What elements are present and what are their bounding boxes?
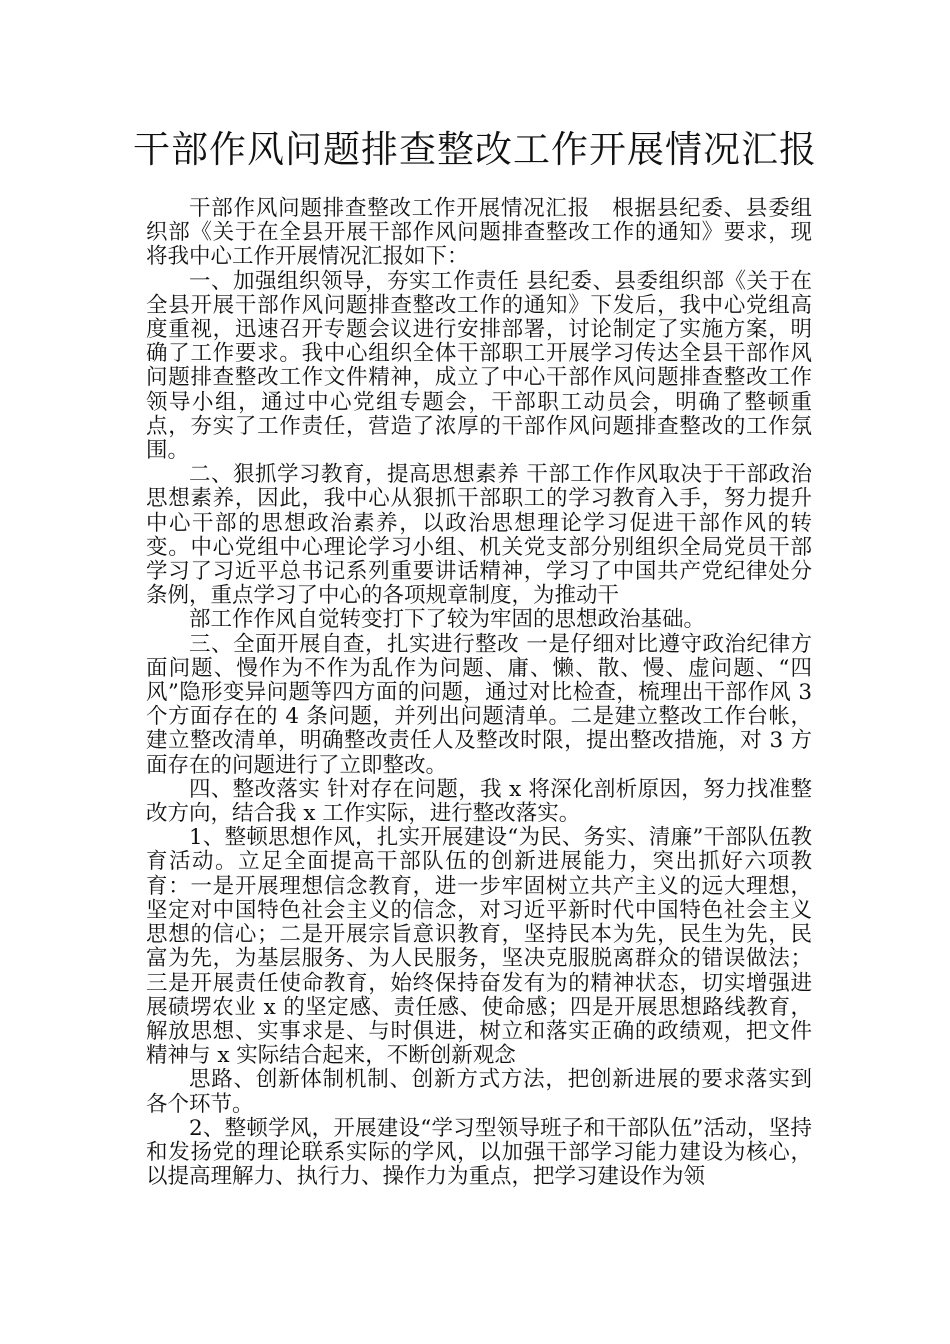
paragraph-item-1: 1、整顿思想作风，扎实开展建设“为民、务实、清廉”干部队伍教育活动。立足全面提高干部队伍的创新进展能力，突出抓好六项教育：一是开展理想信念教育，进一步牢固树立共产主义的远大理想，坚定对中国特色社会主义的信念，对习近平新时代中国特色社会主义思想的信心；二是开展宗旨意识教育，坚持民本为先，民生为先，民富为先，为基层服务、为人民服务，坚决克服脱离群众的错误做法；三是开展责任使命教育，始终保持奋发有为的精神状态，切实增强进展碛塄农业 x 的坚定感、责任感、使命感；四是开展思想路线教育，解放思想、实事求是、与时俱进，树立和落实正确的政绩观，把文件精神与 x 实际结合起来，不断创新观念: [146, 825, 812, 1069]
paragraph-intro: 干部作风问题排查整改工作开展情况汇报 根据县纪委、县委组织部《关于在全县开展干部作风问题排查整改工作的通知》要求，现将我中心工作开展情况汇报如下：: [146, 196, 812, 270]
paragraph-item-2: 2、整顿学风，开展建设“学习型领导班子和干部队伍”活动，坚持和发扬党的理论联系实际的学风，以加强干部学习能力建设为核心，以提高理解力、执行力、操作力为重点，把学习建设作为领: [146, 1115, 812, 1190]
paragraph-section-3: 三、全面开展自查，扎实进行整改 一是仔细对比遵守政治纪律方面问题、慢作为不作为乱作为问题、庸、懒、散、慢、虚问题、“四风”隐形变异问题等四方面的问题，通过对比检查，梳理出干部作风 3 个方面存在的 4 条问题，并列出问题清单。二是建立整改工作台帐，建立整改清单，明确整改责任人及整改时限，提出整改措施，对 3 方面存在的问题进行了立即整改。: [146, 631, 812, 778]
paragraph-section-2-continued: 部工作作风自觉转变打下了较为牢固的思想政治基础。: [189, 607, 706, 633]
document-body: [146, 197, 812, 1189]
paragraph-section-1: 一、加强组织领导，夯实工作责任 县纪委、县委组织部《关于在全县开展干部作风问题排查整改工作的通知》下发后，我中心党组高度重视，迅速召开专题会议进行安排部署，讨论制定了实施方案，明确了工作要求。我中心组织全体干部职工开展学习传达全县干部作风问题排查整改工作文件精神，成立了中心干部作风问题排查整改工作领导小组，通过中心党组专题会，干部职工动员会，明确了整顿重点，夯实了工作责任，营造了浓厚的干部作风问题排查整改的工作氛围。: [146, 268, 812, 464]
paragraph-section-4: 四、整改落实 针对存在问题，我 x 将深化剖析原因，努力找准整改方向，结合我 x 工作实际，进行整改落实。: [146, 776, 812, 827]
paragraph-section-2: 二、狠抓学习教育，提高思想素养 干部工作作风取决于干部政治思想素养，因此，我中心从狠抓干部职工的学习教育入手，努力提升中心干部的思想政治素养，以政治思想理论学习促进干部作风的转变。中心党组中心理论学习小组、机关党支部分别组织全局党员干部学习了习近平总书记系列重要讲话精神，学习了中国共产党纪律处分条例，重点学习了中心的各项规章制度，为推动干: [146, 462, 812, 609]
document-title: 干部作风问题排查整改工作开展情况汇报: [133, 128, 817, 171]
paragraph-item-1-continued: 思路、创新体制机制、创新方式方法，把创新进展的要求落实到各个环节。: [146, 1067, 812, 1117]
